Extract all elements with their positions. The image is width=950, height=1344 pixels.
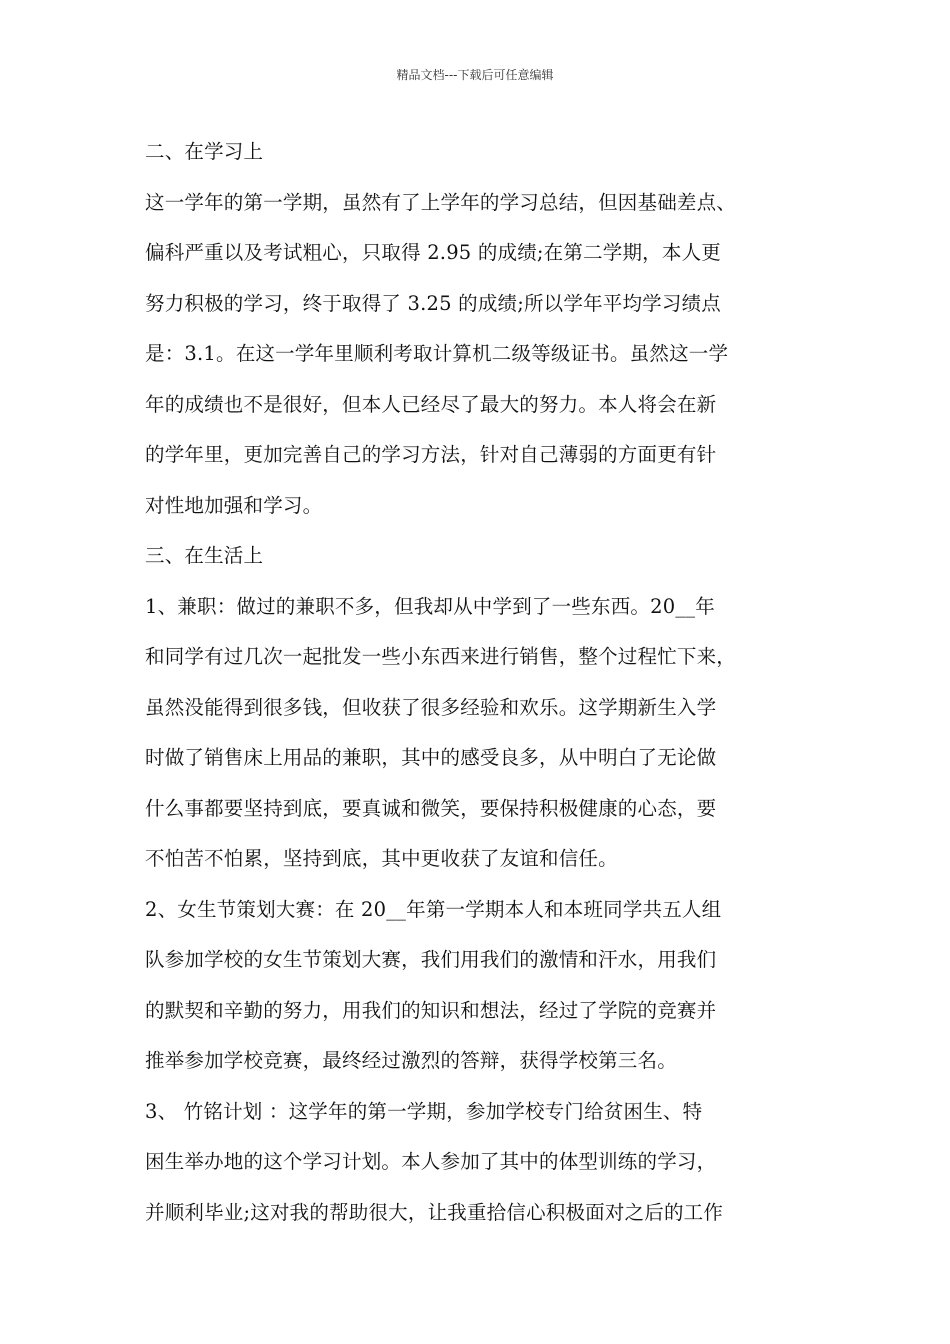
text-line: 虽然没能得到很多钱，但收获了很多经验和欢乐。这学期新生入学	[145, 695, 717, 719]
text-line: 2、女生节策划大赛：在 20__年第一学期本人和本班同学共五人组	[145, 897, 722, 921]
text-line: 的默契和辛勤的努力，用我们的知识和想法，经过了学院的竞赛并	[145, 998, 717, 1022]
text-line: 努力积极的学习，终于取得了 3.25 的成绩;所以学年平均学习绩点	[145, 291, 721, 315]
text-line: 队参加学校的女生节策划大赛，我们用我们的激情和汗水，用我们	[145, 948, 717, 971]
text-line: 1、兼职：做过的兼职不多，但我却从中学到了一些东西。20__年	[145, 594, 715, 618]
text-line: 是：3.1。在这一学年里顺利考取计算机二级等级证书。虽然这一学	[145, 342, 729, 365]
text-line: 的学年里，更加完善自己的学习方法，针对自己薄弱的方面更有针	[145, 443, 717, 466]
text-line: 偏科严重以及考试粗心，只取得 2.95 的成绩;在第二学期，本人更	[145, 241, 721, 264]
text-line: 对性地加强和学习。	[145, 493, 323, 517]
text-line: 不怕苦不怕累，坚持到底，其中更收获了友谊和信任。	[145, 847, 618, 870]
text-line: 时做了销售床上用品的兼职，其中的感受良多，从中明白了无论做	[145, 746, 717, 769]
text-line: 二、在学习上	[145, 140, 264, 163]
text-line: 什么事都要坚持到底，要真诚和微笑，要保持积极健康的心态，要	[145, 796, 717, 820]
text-line: 三、在生活上	[145, 544, 264, 567]
text-line: 和同学有过几次一起批发一些小东西来进行销售，整个过程忙下来，	[145, 645, 737, 668]
text-line: 困生举办地的这个学习计划。本人参加了其中的体型训练的学习，	[145, 1150, 717, 1173]
text-line: 并顺利毕业;这对我的帮助很大，让我重拾信心积极面对之后的工作	[145, 1200, 724, 1224]
text-line: 这一学年的第一学期，虽然有了上学年的学习总结，但因基础差点、	[145, 190, 737, 214]
text-line: 推举参加学校竞赛，最终经过激烈的答辩，获得学校第三名。	[145, 1049, 677, 1072]
text-line: 年的成绩也不是很好，但本人已经尽了最大的努力。本人将会在新	[145, 392, 717, 416]
page-header: 精品文档---下载后可任意编辑	[396, 68, 554, 82]
document-body	[145, 127, 810, 1238]
text-line: 3、 竹铭计划 ：这学年的第一学期，参加学校专门给贫困生、特	[145, 1099, 703, 1123]
